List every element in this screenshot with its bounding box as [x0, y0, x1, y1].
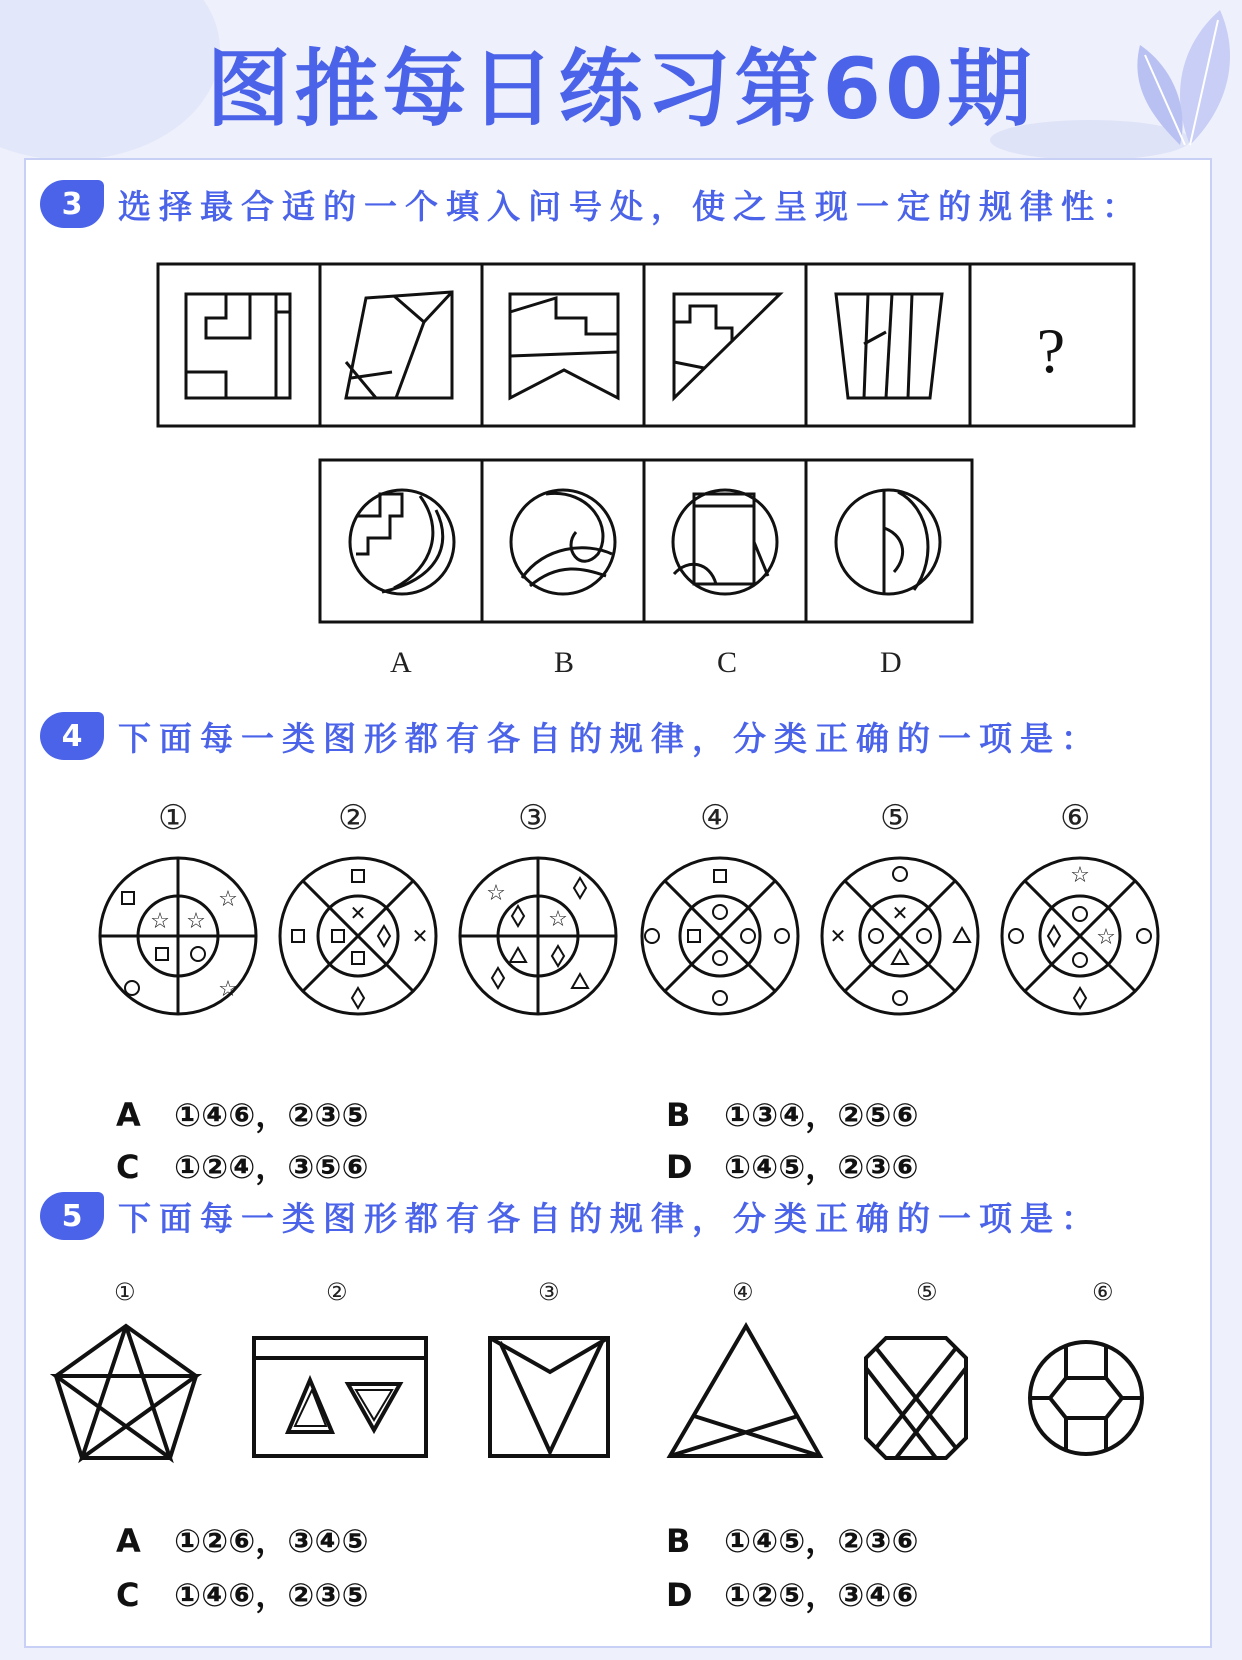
figure-number: ⑥: [1060, 798, 1091, 838]
answer-value: ①③④，②⑤⑥: [724, 1096, 919, 1134]
q5-figure-6: [1030, 1342, 1142, 1454]
answer-option[interactable]: [116, 1090, 369, 1136]
page-title: 图推每日练习第60期: [206, 40, 1036, 138]
figure-number: ④: [700, 798, 731, 838]
question-text: 选择最合适的一个填入问号处，使之呈现一定的规律性：: [118, 186, 1143, 226]
q4-figure-4: [642, 858, 798, 1014]
answer-value: ①④⑤，②③⑥: [724, 1522, 919, 1560]
question-number-badge: 4: [40, 712, 104, 760]
q4-figure-1: [100, 858, 256, 1014]
q3-figure-1: [186, 294, 290, 398]
answer-key: B: [666, 1096, 691, 1134]
figure-number: ②: [338, 798, 369, 838]
q3-figure-3: [510, 294, 618, 398]
answer-key: B: [666, 1522, 691, 1560]
answer-key: A: [116, 1522, 141, 1560]
q5-figure-2: [254, 1338, 426, 1456]
figure-number: ①: [158, 798, 189, 838]
svg-text:☆: ☆: [186, 909, 206, 934]
q3-option-a-figure: [350, 490, 454, 594]
answer-key: C: [116, 1576, 140, 1614]
option-label: A: [390, 646, 412, 679]
svg-text:☆: ☆: [1070, 863, 1090, 888]
answer-key: D: [666, 1148, 693, 1186]
figure-number: ⑤: [916, 1278, 938, 1306]
svg-text:✕: ✕: [829, 924, 847, 948]
figure-number: ⑥: [1092, 1278, 1114, 1306]
q4-figure-6: [1002, 858, 1158, 1014]
option-label: C: [717, 646, 738, 679]
svg-text:✕: ✕: [349, 901, 367, 925]
answer-key: C: [116, 1148, 140, 1186]
svg-text:✕: ✕: [411, 924, 429, 948]
q3-figure-2: [346, 292, 452, 398]
answer-option[interactable]: [666, 1142, 919, 1188]
svg-text:☆: ☆: [218, 977, 238, 1002]
option-label: B: [554, 646, 575, 679]
q5-figure-4: [670, 1326, 820, 1456]
answer-key: A: [116, 1096, 141, 1134]
figure-number: ⑤: [880, 798, 911, 838]
question-5-header: [40, 1188, 1102, 1244]
answer-option[interactable]: [116, 1570, 369, 1616]
question-text: 下面每一类图形都有各自的规律，分类正确的一项是：: [118, 718, 1102, 758]
q5-figure-3: [490, 1338, 608, 1456]
svg-text:☆: ☆: [486, 881, 506, 906]
answer-option[interactable]: [666, 1090, 919, 1136]
svg-text:✕: ✕: [891, 901, 909, 925]
answer-option[interactable]: [116, 1142, 369, 1188]
question-4-header: [40, 708, 1102, 764]
question-mark: ?: [1036, 315, 1066, 386]
answer-option[interactable]: [666, 1570, 919, 1616]
q5-figures: [50, 1320, 1180, 1470]
question-number-badge: 3: [40, 180, 104, 228]
q3-figure-5: [836, 294, 942, 398]
q3-options-figure: [318, 458, 978, 626]
figure-number: ②: [326, 1278, 348, 1306]
q3-option-d-figure: [836, 490, 940, 594]
q4-figures: [92, 852, 1172, 1024]
figure-number: ③: [538, 1278, 560, 1306]
q4-figure-5: [822, 858, 978, 1014]
question-3-header: [40, 176, 1143, 232]
answer-key: D: [666, 1576, 693, 1614]
q4-figure-3: [460, 858, 616, 1014]
question-number-badge: 5: [40, 1192, 104, 1240]
answer-value: ①②⑥，③④⑤: [174, 1522, 369, 1560]
svg-text:☆: ☆: [150, 909, 170, 934]
q5-figure-1: [56, 1326, 196, 1458]
leaf-decoration-icon: [1110, 5, 1240, 155]
answer-option[interactable]: [116, 1516, 369, 1562]
answer-value: ①②⑤，③④⑥: [724, 1576, 919, 1614]
question-text: 下面每一类图形都有各自的规律，分类正确的一项是：: [118, 1198, 1102, 1238]
q3-option-c-figure: [673, 490, 777, 594]
svg-text:☆: ☆: [548, 907, 568, 932]
figure-number: ④: [732, 1278, 754, 1306]
answer-value: ①④⑤，②③⑥: [724, 1148, 919, 1186]
answer-value: ①②④，③⑤⑥: [174, 1148, 369, 1186]
figure-number: ①: [114, 1278, 136, 1306]
answer-option[interactable]: [666, 1516, 919, 1562]
option-label: D: [880, 646, 902, 679]
q3-option-b-figure: [511, 490, 615, 594]
q5-figure-5: [866, 1338, 966, 1458]
q3-sequence-figure: [156, 262, 1138, 430]
answer-value: ①④⑥，②③⑤: [174, 1096, 369, 1134]
figure-number: ③: [518, 798, 549, 838]
q3-figure-4: [674, 294, 780, 398]
svg-text:☆: ☆: [218, 887, 238, 912]
answer-value: ①④⑥，②③⑤: [174, 1576, 369, 1614]
svg-text:☆: ☆: [1096, 925, 1116, 950]
q4-figure-2: [280, 858, 436, 1014]
